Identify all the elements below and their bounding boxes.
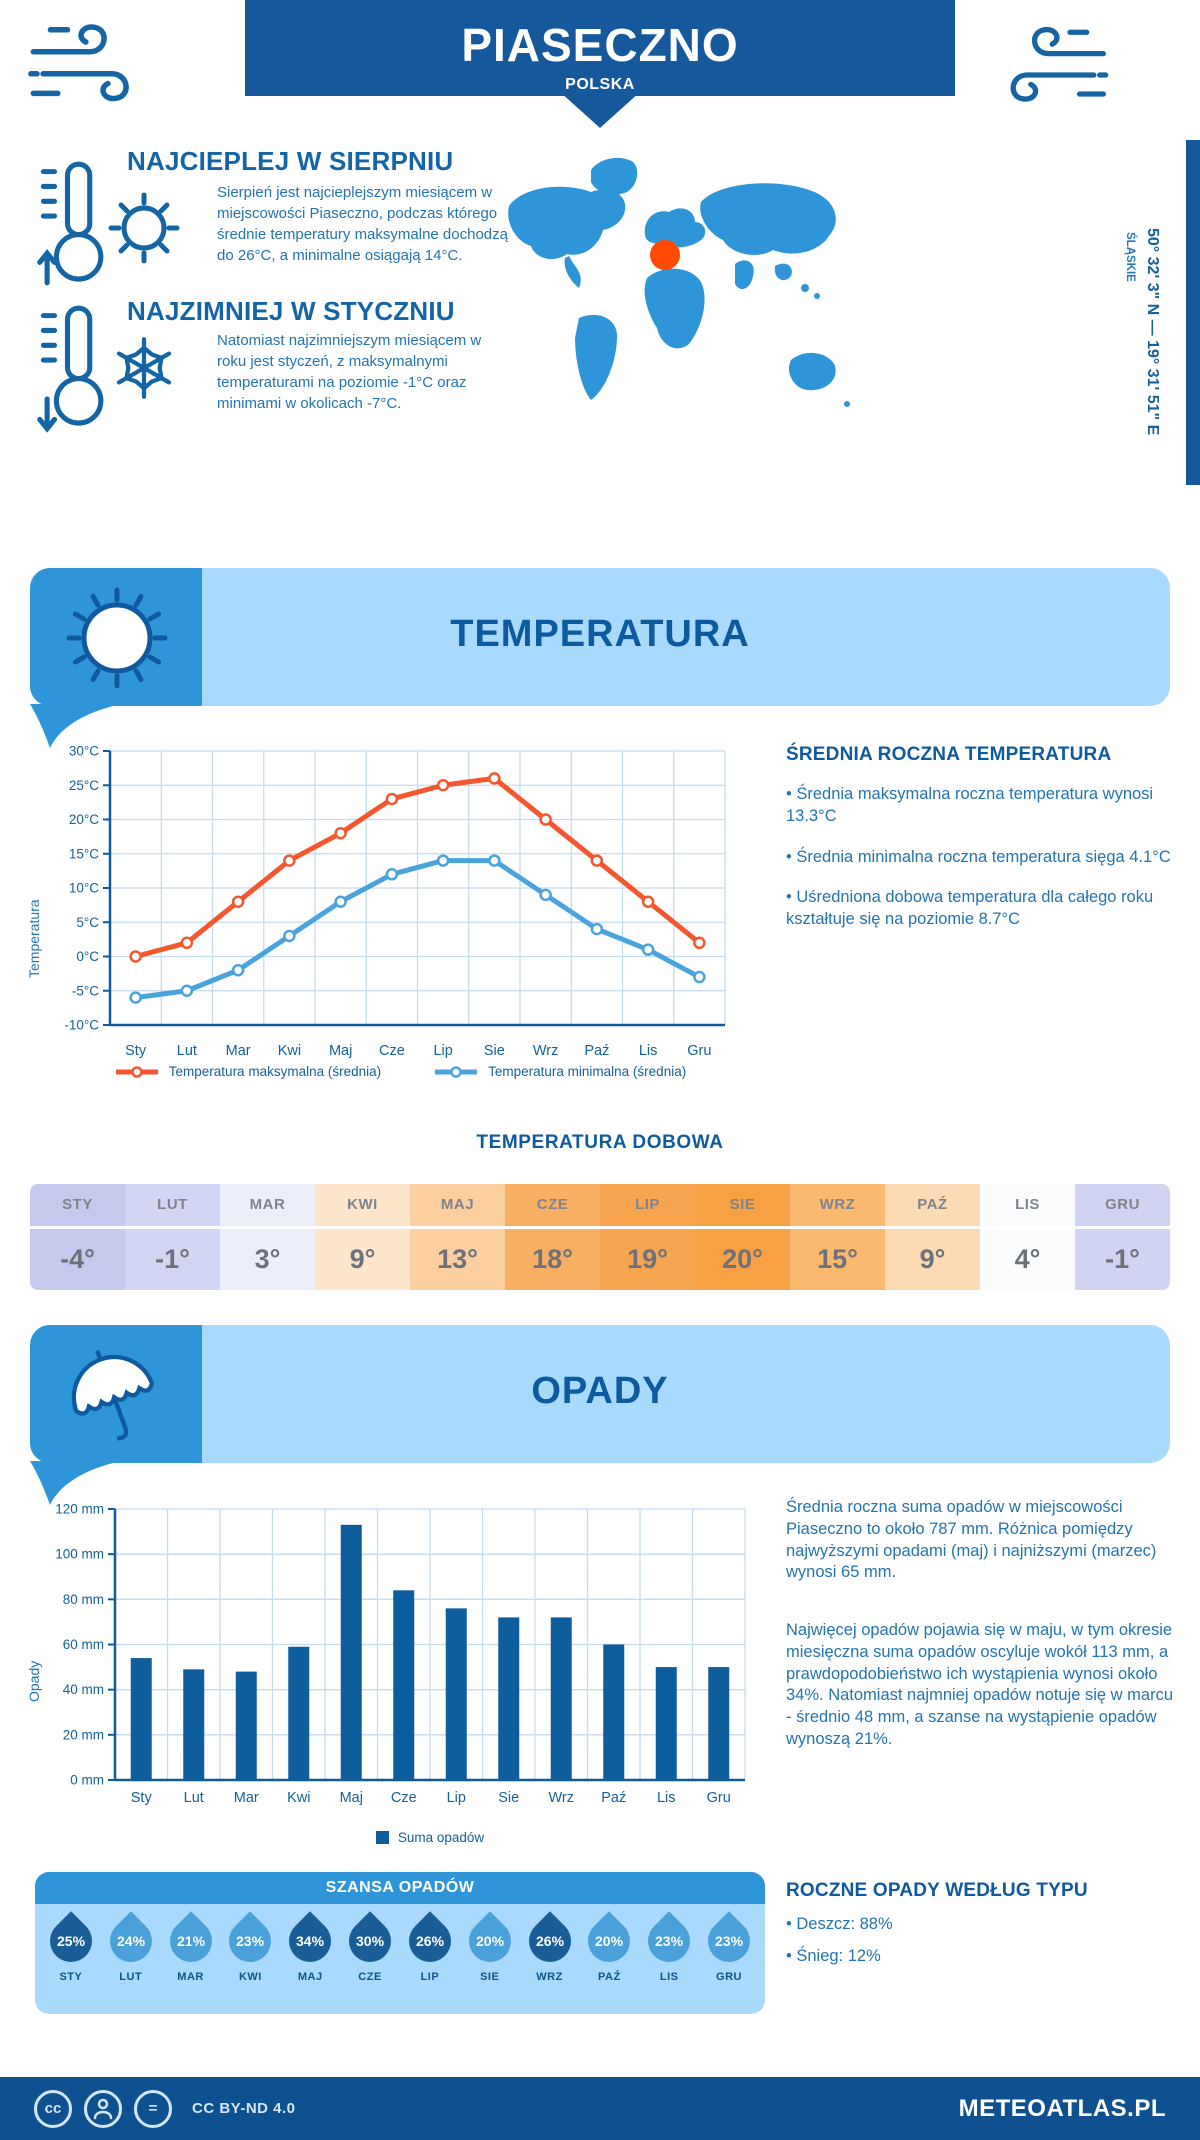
rain-chance-month: MAR xyxy=(177,1971,204,1983)
daily-temp-month: CZE xyxy=(505,1184,600,1229)
daily-temp-column xyxy=(30,1184,125,1290)
raindrop-icon: 24% xyxy=(101,1911,160,1970)
daily-temp-month: LIS xyxy=(980,1184,1075,1229)
precipitation-section-title: OPADY xyxy=(531,1370,669,1412)
rain-chance-month: MAJ xyxy=(297,1971,323,1983)
daily-temp-value: 15° xyxy=(790,1229,885,1290)
daily-temp-column xyxy=(790,1184,885,1290)
brand-label: METEOATLAS.PL xyxy=(958,2094,1166,2122)
daily-temp-month: WRZ xyxy=(790,1184,885,1229)
raindrop-icon: 25% xyxy=(41,1911,100,1970)
svg-text:Lut: Lut xyxy=(183,1790,204,1806)
temperature-line-chart xyxy=(20,742,760,1114)
daily-temp-month: MAJ xyxy=(410,1184,505,1229)
raindrop-icon: 23% xyxy=(221,1911,280,1970)
sun-icon xyxy=(108,192,180,264)
annual-temp-bullet: • Uśredniona dobowa temperatura dla całego roku kształtuje się na poziomie 8.7°C xyxy=(786,888,1154,929)
daily-temp-value: 4° xyxy=(980,1229,1075,1290)
daily-temp-column xyxy=(695,1184,790,1290)
precip-text-1: Średnia roczna suma opadów w miejscowości Piaseczno to około 787 mm. Różnica pomiędzy najwyższymi opadami (maj) i najniższymi (marzec) wynosi 65 mm. xyxy=(786,1498,1157,1582)
svg-text:60 mm: 60 mm xyxy=(62,1637,104,1652)
daily-temp-value: 19° xyxy=(600,1229,695,1290)
rain-chance-cell xyxy=(400,1910,460,1983)
daily-temp-column xyxy=(885,1184,980,1290)
daily-temp-value: -4° xyxy=(30,1229,125,1290)
legend-item: Temperatura maksymalna (średnia) xyxy=(114,1064,381,1079)
bar-chart-ylabel: Opady xyxy=(26,1660,42,1702)
annual-temp-title: ŚREDNIA ROCZNA TEMPERATURA xyxy=(786,744,1112,765)
daily-temp-title: TEMPERATURA DOBOWA xyxy=(476,1132,724,1153)
rain-chance-cell xyxy=(520,1910,580,1983)
rain-chance-cell xyxy=(340,1910,400,1983)
precip-text-2: Najwięcej opadów pojawia się w maju, w tym okresie miesięczna suma opadów oscyluje wokół 113 mm, a prawdopodobieństwo ich wystąpienia wynosi około 34%. Natomiast najmniej opadów notuje się w marcu - średnio 48 mm, a szanse na wystąpienie opadów wynoszą 21%. xyxy=(786,1621,1174,1748)
rain-chance-cell xyxy=(41,1910,101,1983)
svg-text:Kwi: Kwi xyxy=(287,1790,311,1806)
region-label: ŚLĄSKIE xyxy=(1124,232,1136,282)
daily-temp-value: -1° xyxy=(1075,1229,1170,1290)
svg-text:Kwi: Kwi xyxy=(277,1043,302,1059)
svg-text:5°C: 5°C xyxy=(76,914,99,930)
svg-text:10°C: 10°C xyxy=(68,880,99,896)
raindrop-icon: 21% xyxy=(161,1911,220,1970)
svg-text:Sty: Sty xyxy=(130,1790,152,1806)
rain-chance-cell xyxy=(280,1910,340,1983)
svg-text:25°C: 25°C xyxy=(68,777,99,793)
svg-text:20 mm: 20 mm xyxy=(62,1727,104,1743)
svg-text:Cze: Cze xyxy=(378,1043,405,1059)
footer xyxy=(0,2077,1200,2140)
svg-text:80 mm: 80 mm xyxy=(62,1591,104,1607)
rain-chance-box xyxy=(35,1872,765,2014)
daily-temp-month: LIP xyxy=(600,1184,695,1229)
coldest-text: Natomiast najzimniejszym miesiącem w roku jest styczeń, z maksymalnymi temperaturami na poziomie -1°C oraz minimami w okolicach -7°C. xyxy=(217,332,482,412)
rain-chance-cell xyxy=(579,1910,639,1983)
person-icon xyxy=(84,2090,122,2128)
daily-temp-column xyxy=(1075,1184,1170,1290)
coldest-title: NAJZIMNIEJ W STYCZNIU xyxy=(127,296,455,326)
svg-text:Lip: Lip xyxy=(433,1043,453,1059)
svg-text:Lis: Lis xyxy=(638,1043,658,1059)
svg-text:Lut: Lut xyxy=(176,1043,197,1059)
equals-icon: = xyxy=(134,2090,172,2128)
raindrop-icon: 23% xyxy=(639,1911,698,1970)
daily-temp-month: SIE xyxy=(695,1184,790,1229)
svg-text:Mar: Mar xyxy=(225,1043,251,1059)
daily-temp-month: KWI xyxy=(315,1184,410,1229)
cc-icon: cc xyxy=(34,2090,72,2128)
rain-chance-cell xyxy=(699,1910,759,1983)
svg-text:Paź: Paź xyxy=(584,1043,610,1059)
svg-text:100 mm: 100 mm xyxy=(55,1546,104,1562)
rain-chance-month: SIE xyxy=(480,1971,500,1983)
svg-text:Wrz: Wrz xyxy=(532,1043,559,1059)
page-subtitle: POLSKA xyxy=(565,76,635,93)
world-map xyxy=(495,142,855,437)
svg-text:Lip: Lip xyxy=(446,1790,466,1806)
rain-chance-month: CZE xyxy=(358,1971,382,1983)
right-edge-bar xyxy=(1186,140,1200,485)
annual-temp-bullet: • Średnia minimalna roczna temperatura sięga 4.1°C xyxy=(786,847,1171,866)
svg-text:20°C: 20°C xyxy=(68,812,99,827)
daily-temp-value: 9° xyxy=(315,1229,410,1290)
rain-chance-month: LUT xyxy=(119,1971,143,1983)
svg-text:Paź: Paź xyxy=(601,1790,627,1806)
precip-type-bullets xyxy=(786,1914,1178,1978)
svg-text:Sie: Sie xyxy=(483,1043,505,1059)
raindrop-icon: 20% xyxy=(580,1911,639,1970)
daily-temp-column xyxy=(315,1184,410,1290)
svg-text:0 mm: 0 mm xyxy=(70,1772,104,1788)
rain-chance-cell xyxy=(460,1910,520,1983)
annual-temp-bullet: • Średnia maksymalna roczna temperatura wynosi 13.3°C xyxy=(786,785,1154,825)
daily-temp-month: LUT xyxy=(125,1184,220,1229)
precipitation-bar-chart xyxy=(20,1492,760,1832)
svg-text:Sie: Sie xyxy=(498,1790,520,1806)
temperature-section-title: TEMPERATURA xyxy=(450,613,750,655)
daily-temp-column xyxy=(125,1184,220,1290)
thermometer-down-icon xyxy=(36,300,124,435)
daily-temp-value: 3° xyxy=(220,1229,315,1290)
snowflake-icon xyxy=(112,336,176,400)
svg-text:-5°C: -5°C xyxy=(71,983,99,999)
daily-temp-value: 18° xyxy=(505,1229,600,1290)
rain-chance-month: GRU xyxy=(716,1971,742,1983)
raindrop-icon: 26% xyxy=(520,1911,579,1970)
raindrop-icon: 26% xyxy=(400,1911,459,1970)
rain-chance-cell xyxy=(220,1910,280,1983)
svg-text:40 mm: 40 mm xyxy=(62,1682,104,1698)
warmest-title: NAJCIEPLEJ W SIERPNIU xyxy=(127,146,454,176)
daily-temp-value: 13° xyxy=(410,1229,505,1290)
daily-temp-column xyxy=(980,1184,1075,1290)
svg-text:Sty: Sty xyxy=(125,1043,147,1059)
daily-temp-month: GRU xyxy=(1075,1184,1170,1229)
rain-chance-cell xyxy=(101,1910,161,1983)
raindrop-icon: 34% xyxy=(281,1911,340,1970)
svg-text:Mar: Mar xyxy=(233,1790,259,1806)
coordinates-label: 50° 32' 3" N — 19° 31' 51" E xyxy=(1144,228,1161,436)
svg-text:Gru: Gru xyxy=(687,1043,712,1059)
map-marker xyxy=(650,240,680,270)
license-label: CC BY-ND 4.0 xyxy=(192,2100,296,2117)
daily-temp-value: 9° xyxy=(885,1229,980,1290)
precip-type-bullet: • Śnieg: 12% xyxy=(786,1946,881,1965)
svg-text:30°C: 30°C xyxy=(68,743,99,759)
raindrop-icon: 23% xyxy=(699,1911,758,1970)
raindrop-icon: 20% xyxy=(460,1911,519,1970)
daily-temp-column xyxy=(220,1184,315,1290)
rain-chance-month: STY xyxy=(59,1971,83,1983)
rain-chance-cell xyxy=(639,1910,699,1983)
svg-text:15°C: 15°C xyxy=(68,846,99,862)
rain-chance-month: PAŹ xyxy=(598,1971,621,1983)
svg-text:0°C: 0°C xyxy=(76,949,99,964)
precip-type-title: ROCZNE OPADY WEDŁUG TYPU xyxy=(786,1880,1088,1901)
legend-item: Suma opadów xyxy=(376,1830,484,1845)
rain-chance-month: LIS xyxy=(659,1971,679,1983)
rain-chance-month: KWI xyxy=(238,1971,262,1983)
bar-chart-legend xyxy=(90,1830,770,1845)
svg-text:Lis: Lis xyxy=(656,1790,676,1806)
rain-chance-month: WRZ xyxy=(536,1971,563,1983)
page-title: PIASECZNO xyxy=(461,19,739,71)
daily-temp-column xyxy=(600,1184,695,1290)
line-chart-legend xyxy=(40,1064,760,1079)
rain-chance-month: LIP xyxy=(420,1971,440,1983)
rain-chance-cell xyxy=(161,1910,221,1983)
daily-temp-month: MAR xyxy=(220,1184,315,1229)
annual-temp-bullets xyxy=(786,784,1178,950)
line-chart-ylabel: Temperatura xyxy=(26,899,42,978)
warmest-text: Sierpień jest najcieplejszym miesiącem w miejscowości Piaseczno, podczas którego średnie temperatury maksymalne dochodzą do 26°C, a minimalne osiągają 14°C. xyxy=(217,184,508,264)
svg-text:120 mm: 120 mm xyxy=(55,1501,104,1517)
svg-text:-10°C: -10°C xyxy=(64,1017,99,1033)
daily-temp-table xyxy=(30,1184,1170,1290)
svg-text:Wrz: Wrz xyxy=(548,1790,575,1806)
svg-text:Cze: Cze xyxy=(390,1790,417,1806)
daily-temp-column xyxy=(505,1184,600,1290)
legend-item: Temperatura minimalna (średnia) xyxy=(433,1064,686,1079)
svg-text:Maj: Maj xyxy=(328,1043,353,1059)
rain-chance-drops xyxy=(35,1910,765,1983)
daily-temp-month: PAŹ xyxy=(885,1184,980,1229)
rain-chance-title: SZANSA OPADÓW xyxy=(35,1872,765,1904)
daily-temp-column xyxy=(410,1184,505,1290)
svg-text:Gru: Gru xyxy=(706,1790,731,1806)
daily-temp-value: -1° xyxy=(125,1229,220,1290)
daily-temp-month: STY xyxy=(30,1184,125,1229)
precip-type-bullet: • Deszcz: 88% xyxy=(786,1915,893,1933)
raindrop-icon: 30% xyxy=(340,1911,399,1970)
svg-text:Maj: Maj xyxy=(339,1790,363,1806)
daily-temp-value: 20° xyxy=(695,1229,790,1290)
